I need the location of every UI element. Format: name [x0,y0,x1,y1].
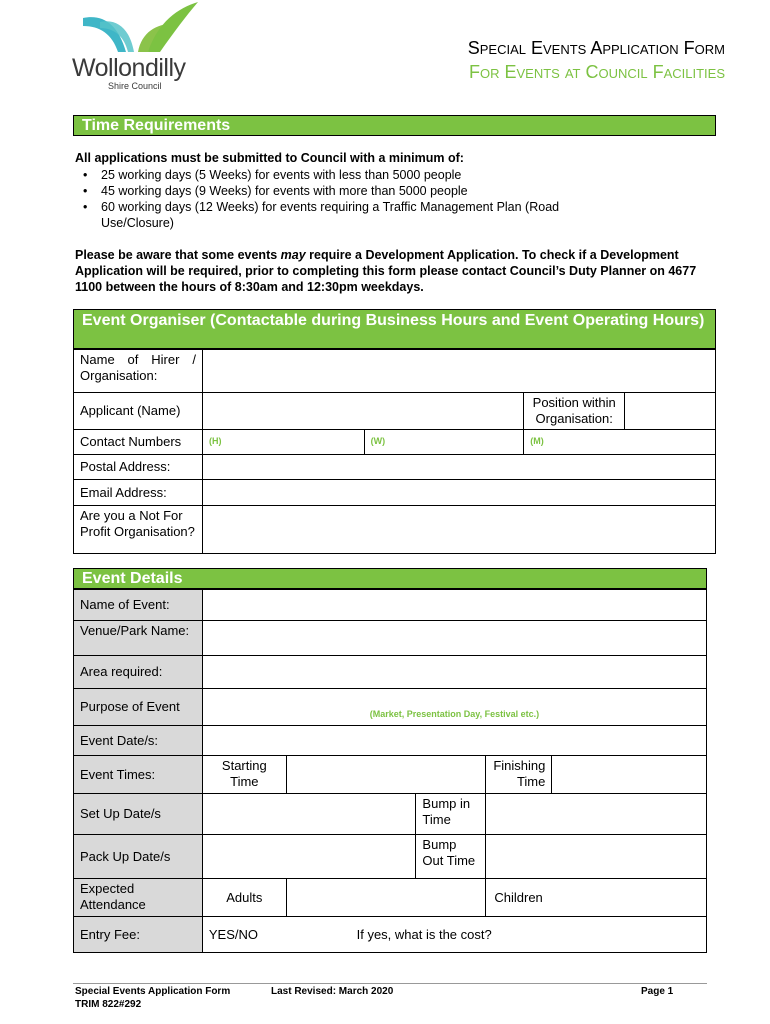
fee-label [74,917,203,953]
phone-work-hint: (W) [370,436,386,446]
purpose-field[interactable] [202,689,706,726]
organiser-table [73,349,716,554]
fee-yesno[interactable]: YES/NO [208,926,258,942]
attendance-label-text: Expected Attendance [80,881,146,912]
time-requirements-heading-text: Time Requirements [82,117,231,134]
footer-form-name: Special Events Application Form [75,986,231,997]
area-label-text: Area required: [80,664,163,679]
purpose-hint: (Market, Presentation Day, Festival etc.) [369,709,540,719]
applicant-label-text: Applicant (Name) [80,403,181,418]
packup-field[interactable] [202,835,416,879]
page-title-text: Special Events Application Form [467,38,725,58]
footer-page: Page 1 [641,986,674,997]
nfp-field[interactable] [202,506,715,554]
purpose-label-text: Purpose of Event [80,699,180,714]
position-label [524,393,625,429]
children-field[interactable] [486,879,707,917]
applicant-label [74,393,203,430]
packup-label-text: Pack Up Date/s [80,848,171,864]
hirer-label-text: Name of Hirer / Organisation: [80,352,196,383]
organiser-heading-text: Event Organiser (Contactable during Business Hours and Event Operating Hours) [82,312,705,329]
packup-label [74,835,203,879]
venue-field[interactable] [202,621,706,656]
postal-field[interactable] [202,455,715,480]
phone-home-field[interactable] [202,430,364,455]
event-details-heading-text: Event Details [82,570,183,587]
contact-label [74,430,203,455]
da-notice [75,247,705,295]
starting-time-label-text: Starting Time [221,758,267,789]
dates-field[interactable] [202,726,706,756]
email-label [74,480,203,506]
time-requirements-heading [73,115,716,136]
attendance-label [74,879,203,917]
page-title [468,38,725,59]
hirer-label [74,350,203,393]
phone-mobile-hint: (M) [530,436,544,446]
list-item: • 60 working days (12 Weeks) for events requiring a Traffic Management Plan (Road Use/Closure) [75,199,675,231]
setup-label-text: Set Up Date/s [80,806,161,821]
adults-field[interactable] [286,879,486,917]
bumpin-label [416,794,486,835]
position-field[interactable] [625,393,715,429]
nfp-label-text: Are you a Not For Profit Organisation? [80,508,195,539]
contact-label-text: Contact Numbers [80,434,182,449]
phone-home-hint: (H) [208,436,222,446]
position-cell[interactable] [524,393,716,430]
bumpout-field[interactable] [486,835,707,879]
bumpin-field[interactable] [486,794,707,835]
footer-rule [73,983,707,984]
da-notice-post: require a Development Application. To check if a Development Application will be required, prior to completing this form please contact Council’s Duty Planner on 4677 1100 between the hours of 8:30am and 12:30pm weekdays. [75,248,697,294]
fee-field[interactable] [202,917,706,953]
event-table [73,589,707,953]
page-subtitle-text: For Events at Council Facilities [468,62,725,82]
logo-name: Wollondilly [72,54,186,82]
event-name-field[interactable] [202,590,706,621]
nfp-label [74,506,203,554]
purpose-label [74,689,203,726]
venue-label [74,621,203,656]
organiser-heading [73,309,716,349]
times-label [74,756,203,794]
da-notice-em: may [280,248,306,262]
bumpout-label [416,835,486,879]
area-field[interactable] [202,656,706,689]
footer-revised: Last Revised: March 2020 [271,986,394,997]
times-label-text: Event Times: [80,766,156,782]
adults-label-text: Adults [226,889,263,905]
area-label [74,656,203,689]
position-label-text: Position within Organisation: [532,395,616,426]
fee-cost-label: If yes, what is the cost? [356,926,492,942]
hirer-field[interactable] [202,350,715,393]
dates-label [74,726,203,756]
finishing-time-label-text: Finishing Time [493,758,546,789]
setup-field[interactable] [202,794,416,835]
council-logo [70,0,210,95]
starting-time-label [202,756,286,794]
setup-label [74,794,203,835]
phone-work-field[interactable] [364,430,524,455]
adults-label [202,879,286,917]
logo-mark-icon [78,0,208,60]
page-subtitle [469,62,725,83]
event-name-label-text: Name of Event: [80,597,170,612]
postal-label-text: Postal Address: [80,459,171,474]
children-label-text: Children [494,889,543,905]
dates-label-text: Event Date/s: [80,732,159,748]
footer-trim: TRIM 822#292 [75,999,142,1010]
email-field[interactable] [202,480,715,506]
bumpout-label-text: Bump Out Time [422,837,476,868]
applicant-field[interactable] [202,393,523,430]
email-label-text: Email Address: [80,484,167,500]
event-details-heading [73,568,707,589]
starting-time-field[interactable] [286,756,486,794]
da-notice-pre: Please be aware that some events [75,248,281,262]
phone-mobile-field[interactable] [524,430,716,455]
venue-label-text: Venue/Park Name: [80,623,190,638]
fee-label-text: Entry Fee: [80,926,140,942]
list-item: • 25 working days (5 Weeks) for events with less than 5000 people [75,167,675,183]
finishing-time-field[interactable] [552,756,707,794]
list-item: • 45 working days (9 Weeks) for events with more than 5000 people [75,183,675,199]
time-bullets [75,167,675,231]
logo-sub: Shire Council [108,81,162,91]
event-name-label [74,590,203,621]
finishing-time-label [486,756,552,794]
time-intro: All applications must be submitted to Council with a minimum of: [75,151,464,165]
bumpin-label-text: Bump in Time [422,796,471,827]
postal-label [74,455,203,480]
